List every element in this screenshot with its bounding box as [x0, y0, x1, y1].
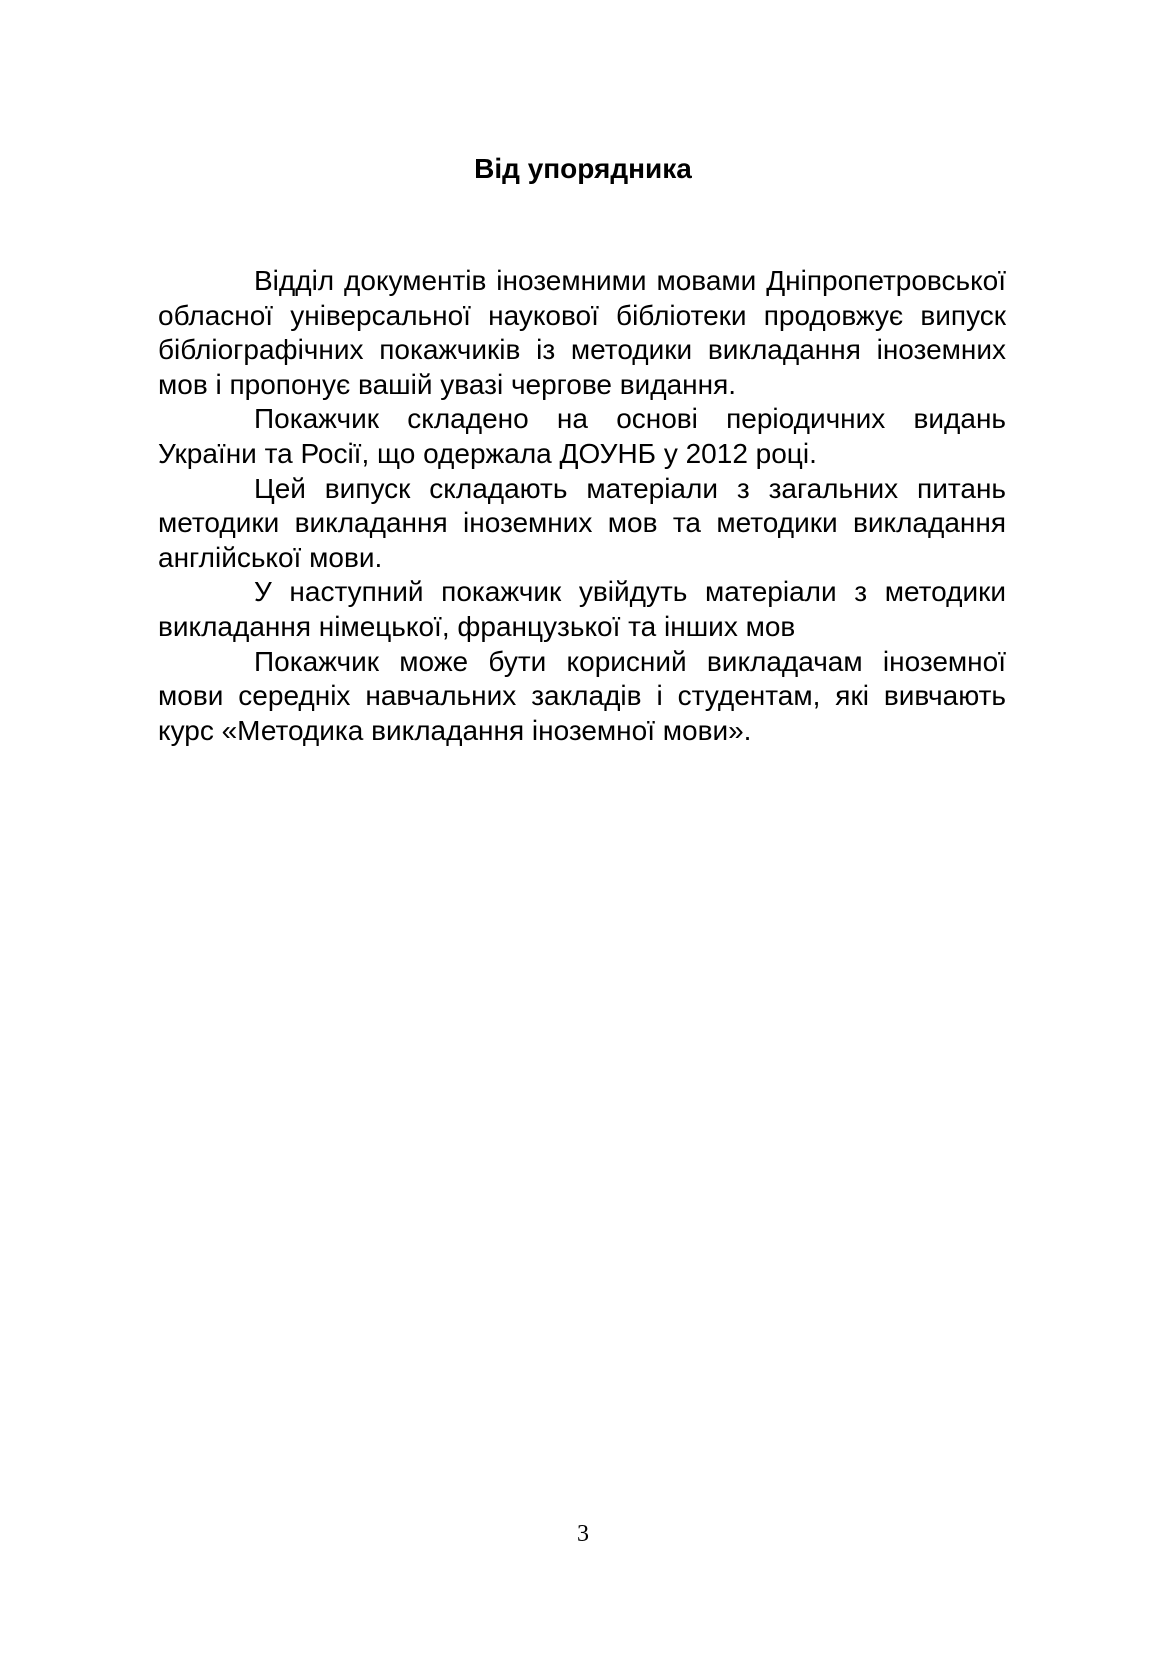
body-text [158, 264, 1006, 748]
paragraph: Відділ документів іноземними мовами Дніпропетровської обласної універсальної наукової бібліотеки продовжує випуск бібліографічних покажчиків із методики викладання іноземних мов і пропонує вашій увазі чергове видання. [158, 265, 1006, 400]
page-title: Від упорядника [474, 153, 692, 184]
paragraph: Покажчик може бути корисний викладачам іноземної мови середніх навчальних закладів і студентам, які вивчають курс «Методика викладання іноземної мови». [158, 645, 1006, 746]
page-number: 3 [577, 1521, 589, 1547]
paragraph: Цей випуск складають матеріали з загальних питань методики викладання іноземних мов та методики викладання англійської мови. [158, 472, 1006, 573]
paragraph: У наступний покажчик увійдуть матеріали з методики викладання німецької, французької та інших мов [158, 576, 1006, 642]
paragraph: Покажчик складено на основі періодичних видань України та Росії, що одержала ДОУНБ у 2012 році. [158, 403, 1006, 469]
